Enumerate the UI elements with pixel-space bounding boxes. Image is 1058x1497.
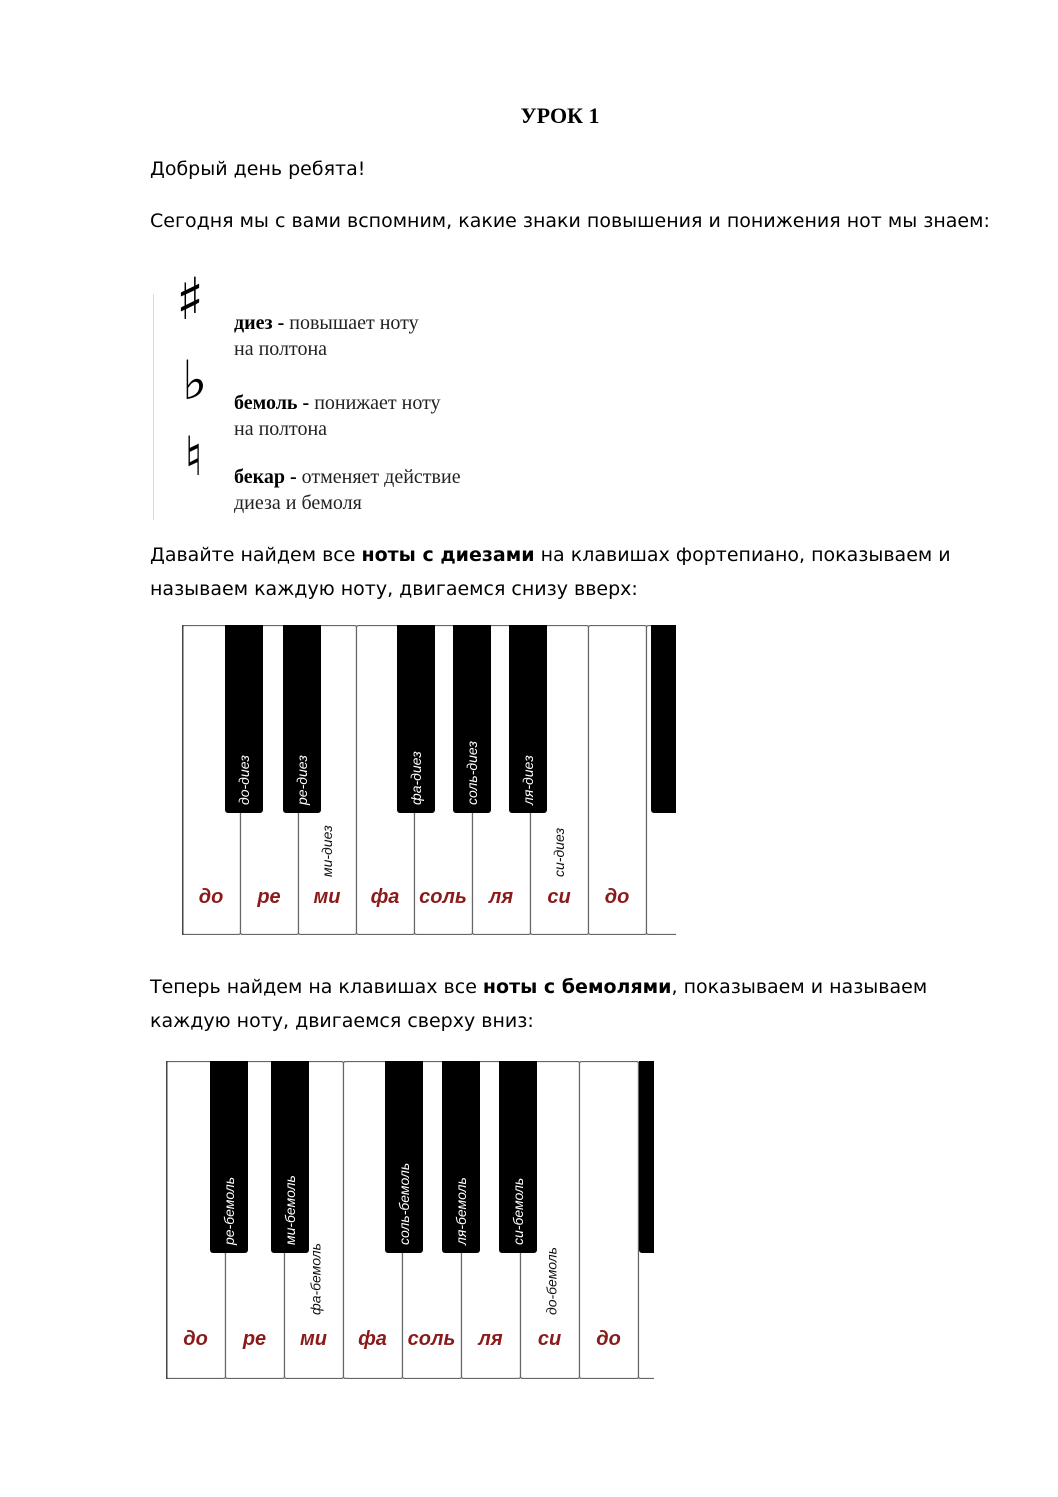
- sharps-black-key: [651, 625, 676, 813]
- sharps-white-key-label: си-диез: [551, 827, 567, 877]
- sharps-black-key-label: ля-диез: [520, 755, 536, 805]
- piano-flats: [166, 1061, 654, 1379]
- natural-description: [234, 464, 461, 516]
- sharps-black-key-label: ре-диез: [294, 755, 310, 805]
- flats-black-key-label: ми-бемоль: [282, 1175, 298, 1245]
- sign-term: диез: [234, 312, 273, 334]
- sharps-white-key-label: ми-диез: [319, 825, 335, 877]
- flats-note-name: до: [596, 1328, 621, 1350]
- flats-note-name: ре: [242, 1328, 267, 1350]
- sign-sep: -: [284, 466, 302, 488]
- sign-desc: отменяет действие: [301, 466, 461, 488]
- sign-sep: -: [272, 312, 290, 334]
- sharps-instructions: [150, 538, 990, 606]
- sharps-text-before: Давайте найдем все: [150, 544, 362, 566]
- sharps-bold: ноты с диезами: [361, 544, 535, 566]
- flats-note-name: соль: [407, 1328, 456, 1350]
- sharps-black-key-label: фа-диез: [408, 751, 424, 805]
- sign-sep: -: [297, 392, 315, 414]
- sharps-note-name: до: [604, 886, 630, 908]
- sign-row-sharp: [154, 265, 534, 360]
- flats-black-key-label: ре-бемоль: [221, 1176, 237, 1245]
- flats-note-name: ля: [478, 1328, 503, 1350]
- flats-note-name: фа: [358, 1328, 387, 1350]
- greeting-text: Добрый день ребята!: [150, 158, 366, 180]
- flats-black-key-label: ля-бемоль: [453, 1177, 469, 1245]
- flats-text-before: Теперь найдем на клавишах все: [150, 976, 483, 998]
- sign-desc-2: на полтона: [234, 418, 328, 440]
- natural-icon: ♮: [184, 425, 204, 488]
- sign-desc: повышает ноту: [289, 312, 419, 334]
- sharps-note-name: до: [198, 886, 224, 908]
- sharps-note-name: ре: [257, 886, 281, 908]
- sharp-description: [234, 310, 419, 362]
- flat-icon: ♭: [182, 349, 208, 412]
- piano-sharps: [182, 625, 676, 935]
- flats-black-key: [639, 1061, 654, 1253]
- flats-black-key-label: си-бемоль: [510, 1177, 526, 1245]
- sharps-black-key-label: соль-диез: [464, 740, 480, 805]
- sign-desc-2: на полтона: [234, 338, 328, 360]
- lesson-title: УРОК 1: [520, 103, 600, 128]
- sign-row-flat: [154, 349, 534, 440]
- sign-term: бемоль: [234, 392, 298, 414]
- flats-bold: ноты с бемолями: [482, 976, 672, 998]
- flats-black-key-label: соль-бемоль: [396, 1162, 412, 1245]
- sharps-note-name: ля: [488, 886, 514, 908]
- piano-flats-svg: [166, 1061, 654, 1379]
- flats-note-name: до: [183, 1328, 208, 1350]
- flats-text-after: , показываем и называем каждую ноту, двигаемся сверху вниз:: [150, 976, 928, 1032]
- sharp-icon: ♯: [176, 265, 205, 333]
- flats-white-key-label: до-бемоль: [543, 1246, 560, 1315]
- piano-sharps-svg: [182, 625, 676, 935]
- sharps-note-name: соль: [419, 886, 467, 908]
- sign-desc: понижает ноту: [314, 392, 441, 414]
- sign-term: бекар: [234, 466, 285, 488]
- flats-note-name: ми: [299, 1328, 328, 1350]
- sharps-black-key-label: до-диез: [236, 755, 252, 805]
- sharps-note-name: фа: [370, 886, 400, 908]
- flat-description: [234, 390, 441, 442]
- sharps-note-name: си: [547, 886, 571, 908]
- sharps-text-after: на клавишах фортепиано, показываем и называем каждую ноту, двигаемся снизу вверх:: [150, 544, 951, 600]
- flats-white-key-label: фа-бемоль: [307, 1243, 324, 1315]
- sign-desc-2: диеза и бемоля: [234, 492, 362, 514]
- sharps-note-name: ми: [313, 886, 341, 908]
- flats-instructions: [150, 970, 990, 1038]
- accidentals-legend: [153, 265, 534, 520]
- flats-note-name: си: [537, 1328, 562, 1350]
- intro-text: Сегодня мы с вами вспомним, какие знаки повышения и понижения нот мы знаем:: [150, 210, 990, 232]
